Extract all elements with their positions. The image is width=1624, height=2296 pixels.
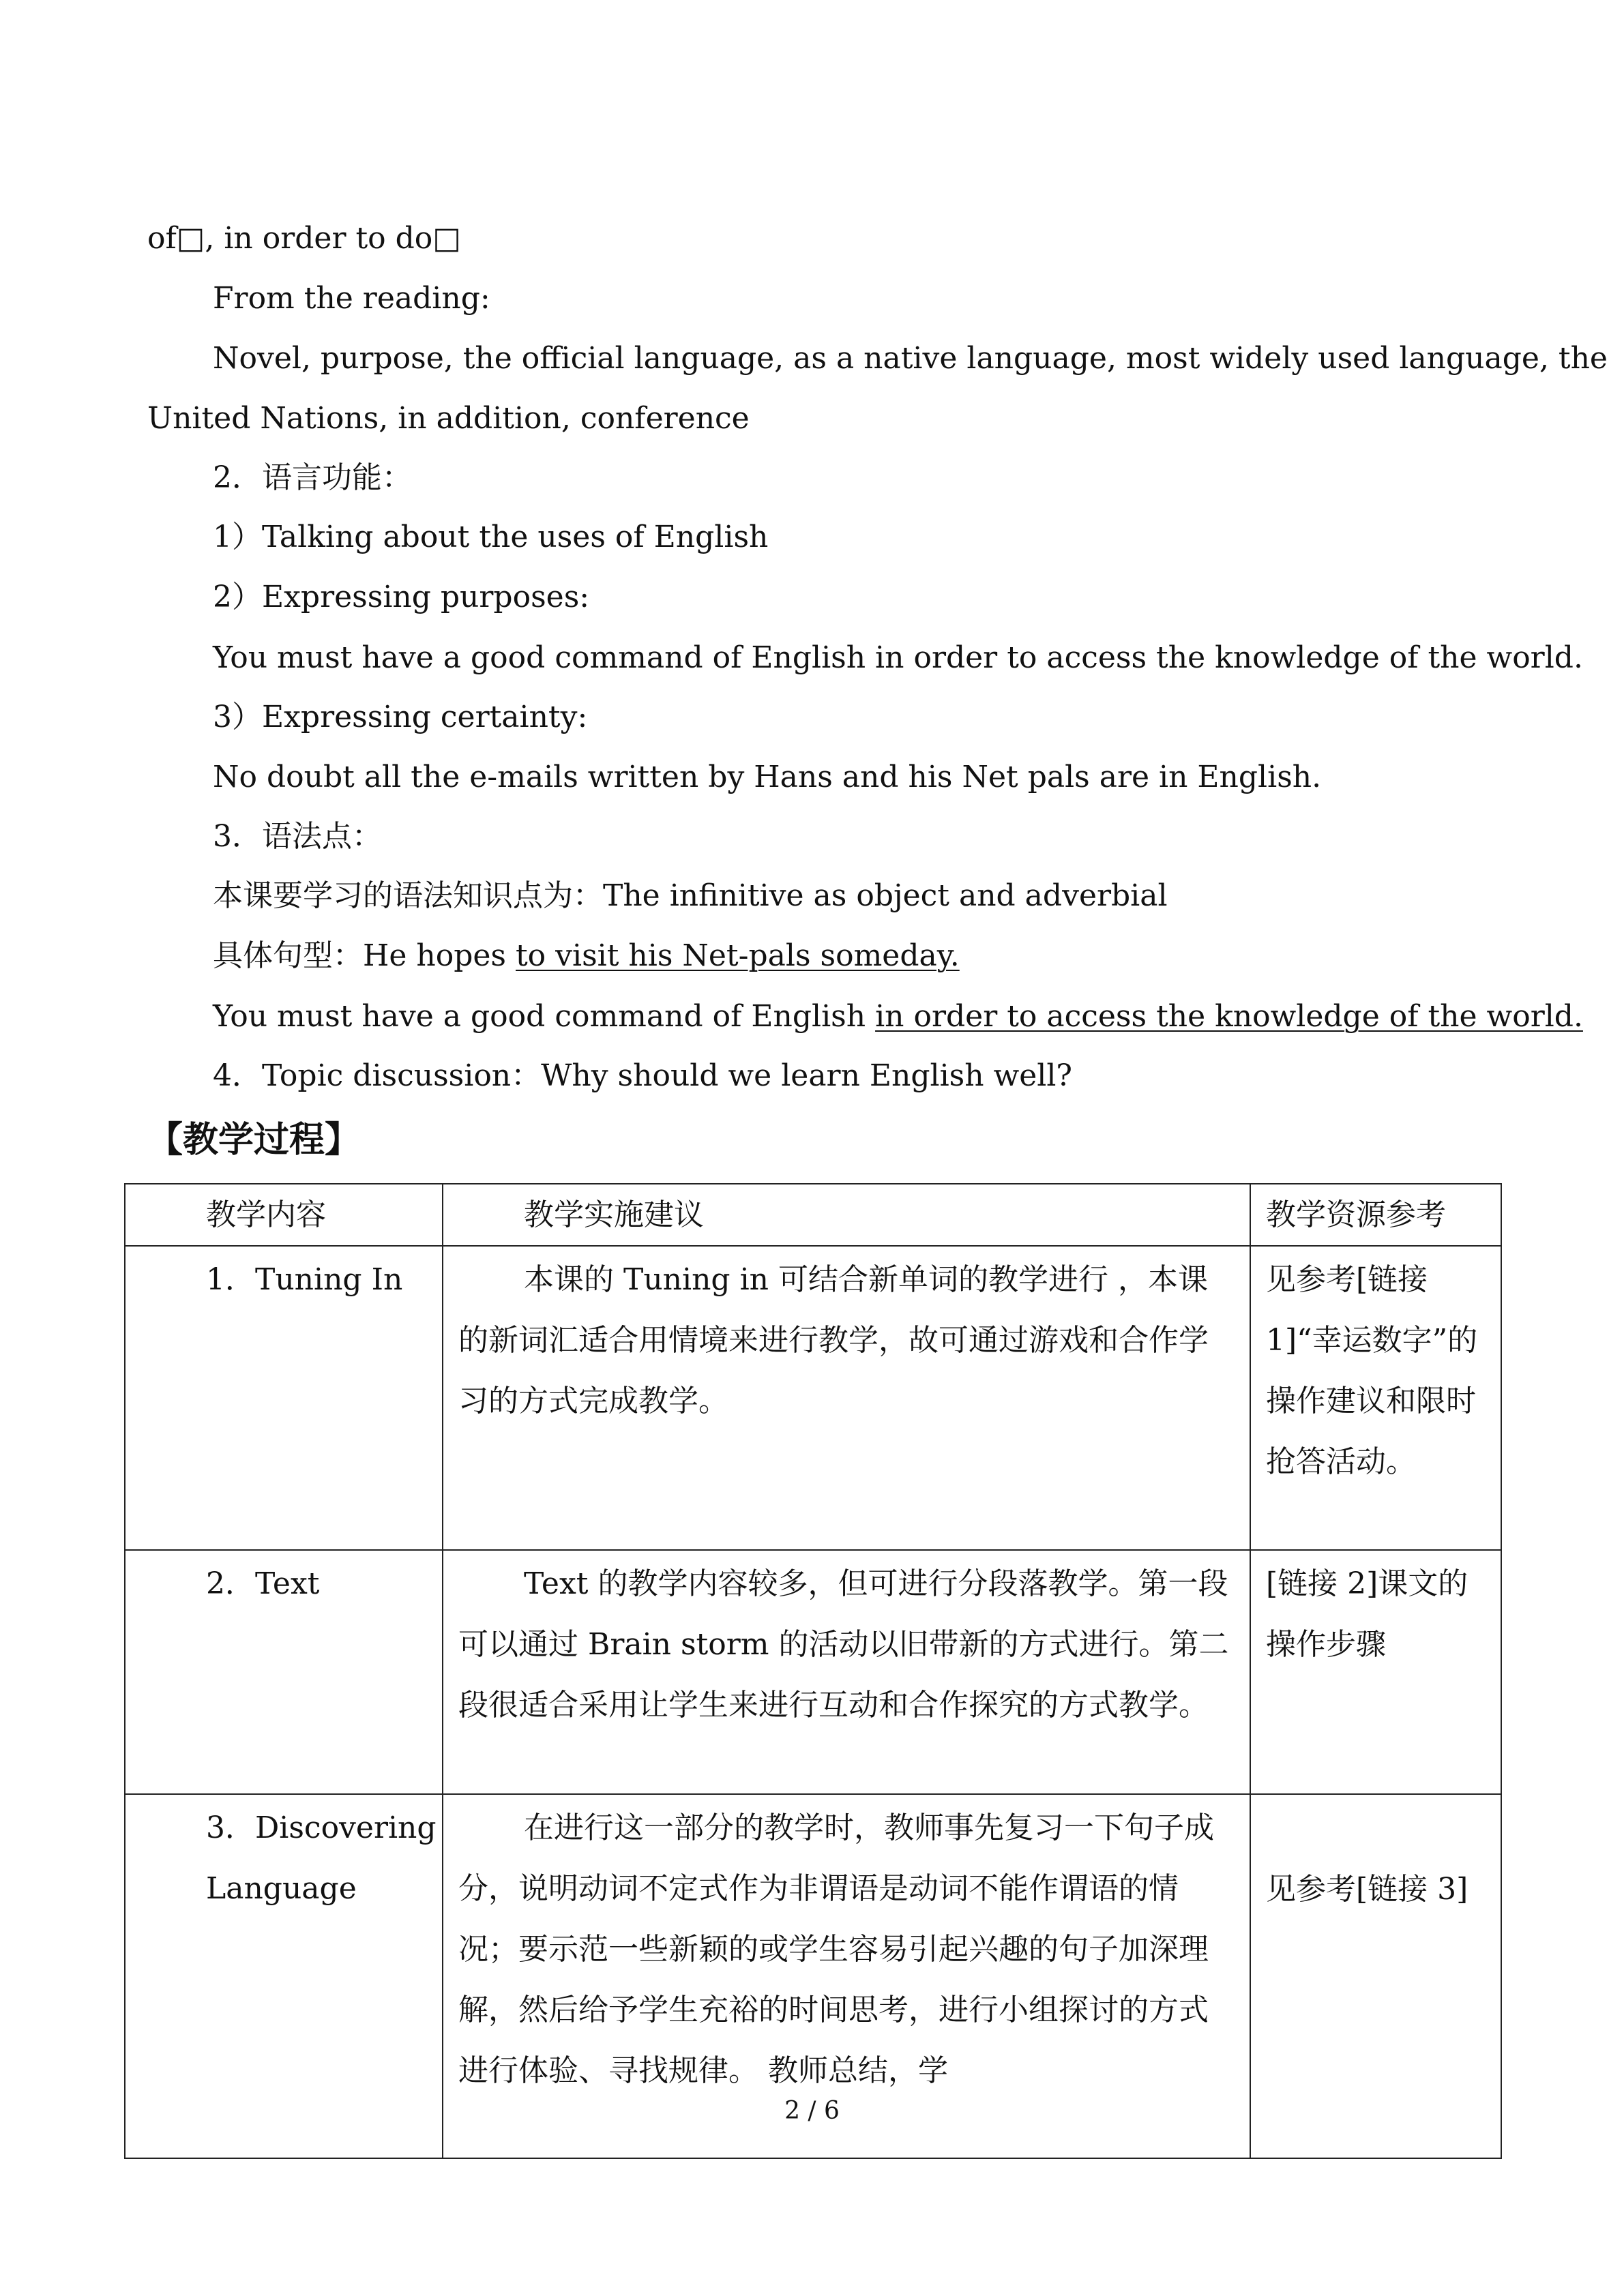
table-row xyxy=(125,1246,1501,1550)
text-line: No doubt all the e-mails written by Hans and his Net pals are in English. xyxy=(213,760,1322,794)
text-line: of□, in order to do□ xyxy=(147,221,461,256)
content-cell: 2．Text xyxy=(125,1550,443,1794)
text-line: 4．Topic discussion：Why should we learn English well? xyxy=(213,1058,1073,1093)
text-line: 2．语言功能： xyxy=(213,460,412,495)
text-line xyxy=(213,998,1583,1036)
text-line: 2）Expressing purposes: xyxy=(213,580,590,614)
underlined-example: to visit his Net-pals someday. xyxy=(516,938,960,973)
underlined-example: in order to access the knowledge of the world. xyxy=(875,999,1583,1034)
content-cell: 1．Tuning In xyxy=(125,1246,443,1550)
table-row xyxy=(125,1550,1501,1794)
teaching-process-table xyxy=(124,1183,1502,2159)
resource-cell: 见参考[链接 3] xyxy=(1250,1794,1501,2158)
suggestion-cell xyxy=(443,1550,1250,1794)
column-header: 教学实施建议 xyxy=(443,1184,1250,1246)
page-indicator: 2 / 6 xyxy=(784,2097,840,2125)
resource-cell: 见参考[链接 1]“幸运数字”的操作建议和限时抢答活动。 xyxy=(1250,1246,1501,1550)
text-line: You must have a good command of English in order to access the knowledge of the world. xyxy=(213,640,1583,675)
content-cell: 3．Discovering Language xyxy=(125,1794,443,2158)
resource-cell: [链接 2]课文的操作步骤 xyxy=(1250,1550,1501,1794)
suggestion-cell xyxy=(443,1246,1250,1550)
column-header: 教学内容 xyxy=(125,1184,443,1246)
text-segment: You must have a good command of English xyxy=(213,999,876,1034)
text-line: Novel, purpose, the official language, as a native language, most widely used language, the xyxy=(213,341,1608,376)
cell-text: 本课的 Tuning in 可结合新单词的教学进行 ，本课的新词汇适合用情境来进行教学，故可通过游戏和合作学习的方式完成教学。 xyxy=(458,1262,1209,1418)
text-line xyxy=(213,937,960,975)
column-header: 教学资源参考 xyxy=(1250,1184,1501,1246)
text-line: 1）Talking about the uses of English xyxy=(213,520,769,554)
table-header-row xyxy=(125,1184,1501,1246)
text-segment: 具体句型：He hopes xyxy=(213,938,516,973)
text-line: 3）Expressing certainty: xyxy=(213,700,588,734)
cell-text: Text 的教学内容较多，但可进行分段落教学。第一段可以通过 Brain storm 的活动以旧带新的方式进行。第二段很适合采用让学生来进行互动和合作探究的方式教学。 xyxy=(458,1566,1229,1723)
section-title: 【教学过程】 xyxy=(147,1120,361,1161)
text-line: From the reading: xyxy=(213,281,490,316)
text-line: 本课要学习的语法知识点为：The infinitive as object and adverbial xyxy=(213,878,1168,913)
cell-text: 在进行这一部分的教学时，教师事先复习一下句子成分，说明动词不定式作为非谓语是动词不能作谓语的情况；要示范一些新颖的或学生容易引起兴趣的句子加深理解，然后给予学生充裕的时间思考，进行小组探讨的方式进行体验、寻找规律。 教师总结，学 xyxy=(458,1810,1214,2088)
text-line: United Nations, in addition, conference xyxy=(147,401,750,436)
text-line: 3．语法点： xyxy=(213,819,382,854)
